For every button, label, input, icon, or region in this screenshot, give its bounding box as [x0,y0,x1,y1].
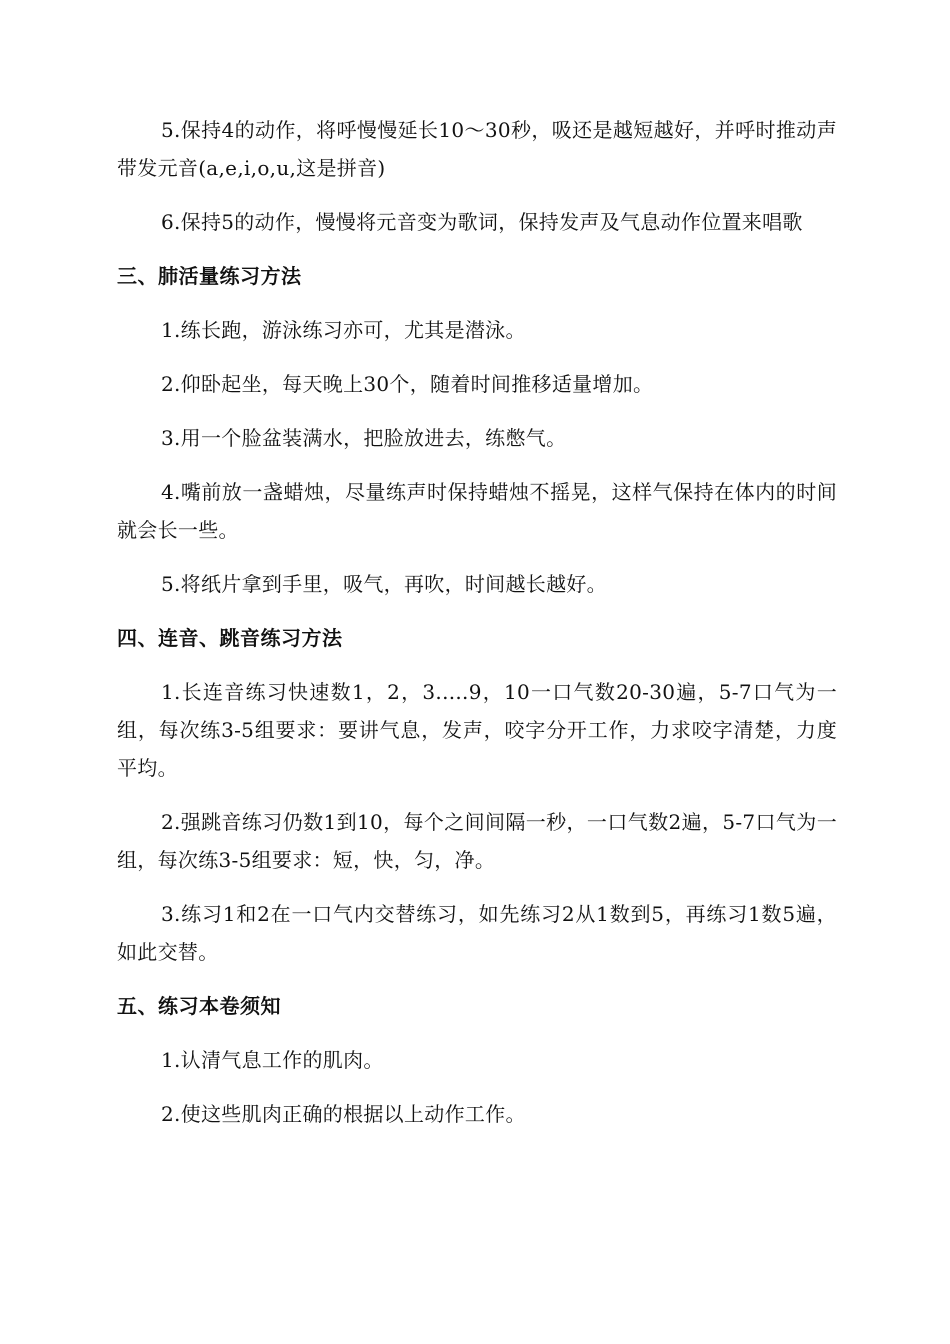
paragraph-s0-5: 5.保持4的动作，将呼慢慢延长10～30秒，吸还是越短越好，并呼时推动声带发元音(a,e,i,o,u,这是拼音) [117,118,837,180]
paragraph-s2-3: 3.练习1和2在一口气内交替练习，如先练习2从1数到5，再练习1数5遍，如此交替。 [117,902,837,964]
paragraph-s1-5: 5.将纸片拿到手里，吸气，再吹，时间越长越好。 [161,572,607,596]
paragraph-s1-3: 3.用一个脸盆装满水，把脸放进去，练憋气。 [161,426,567,450]
paragraph-s2-1: 1.长连音练习快速数1，2，3.....9，10一口气数20-30遍，5-7口气为一组，每次练3-5组要求：要讲气息，发声，咬字分开工作，力求咬字清楚，力度平均。 [117,680,837,780]
section-heading-4: 四、连音、跳音练习方法 [117,626,343,650]
paragraph-s1-4: 4.嘴前放一盏蜡烛，尽量练声时保持蜡烛不摇晃，这样气保持在体内的时间就会长一些。 [117,480,837,542]
paragraph-s1-1: 1.练长跑，游泳练习亦可，尤其是潜泳。 [161,318,526,342]
paragraph-s2-2: 2.强跳音练习仍数1到10，每个之间间隔一秒，一口气数2遍，5-7口气为一组，每次练3-5组要求：短，快，匀，净。 [117,810,837,872]
section-heading-5: 五、练习本卷须知 [117,994,281,1018]
paragraph-s1-2: 2.仰卧起坐，每天晚上30个，随着时间推移适量增加。 [161,372,654,396]
paragraph-s0-6: 6.保持5的动作，慢慢将元音变为歌词，保持发声及气息动作位置来唱歌 [161,210,803,234]
paragraph-s3-1: 1.认清气息工作的肌肉。 [161,1048,384,1072]
document-body [117,111,837,1149]
paragraph-s3-2: 2.使这些肌肉正确的根据以上动作工作。 [161,1102,526,1126]
section-heading-3: 三、肺活量练习方法 [117,264,302,288]
